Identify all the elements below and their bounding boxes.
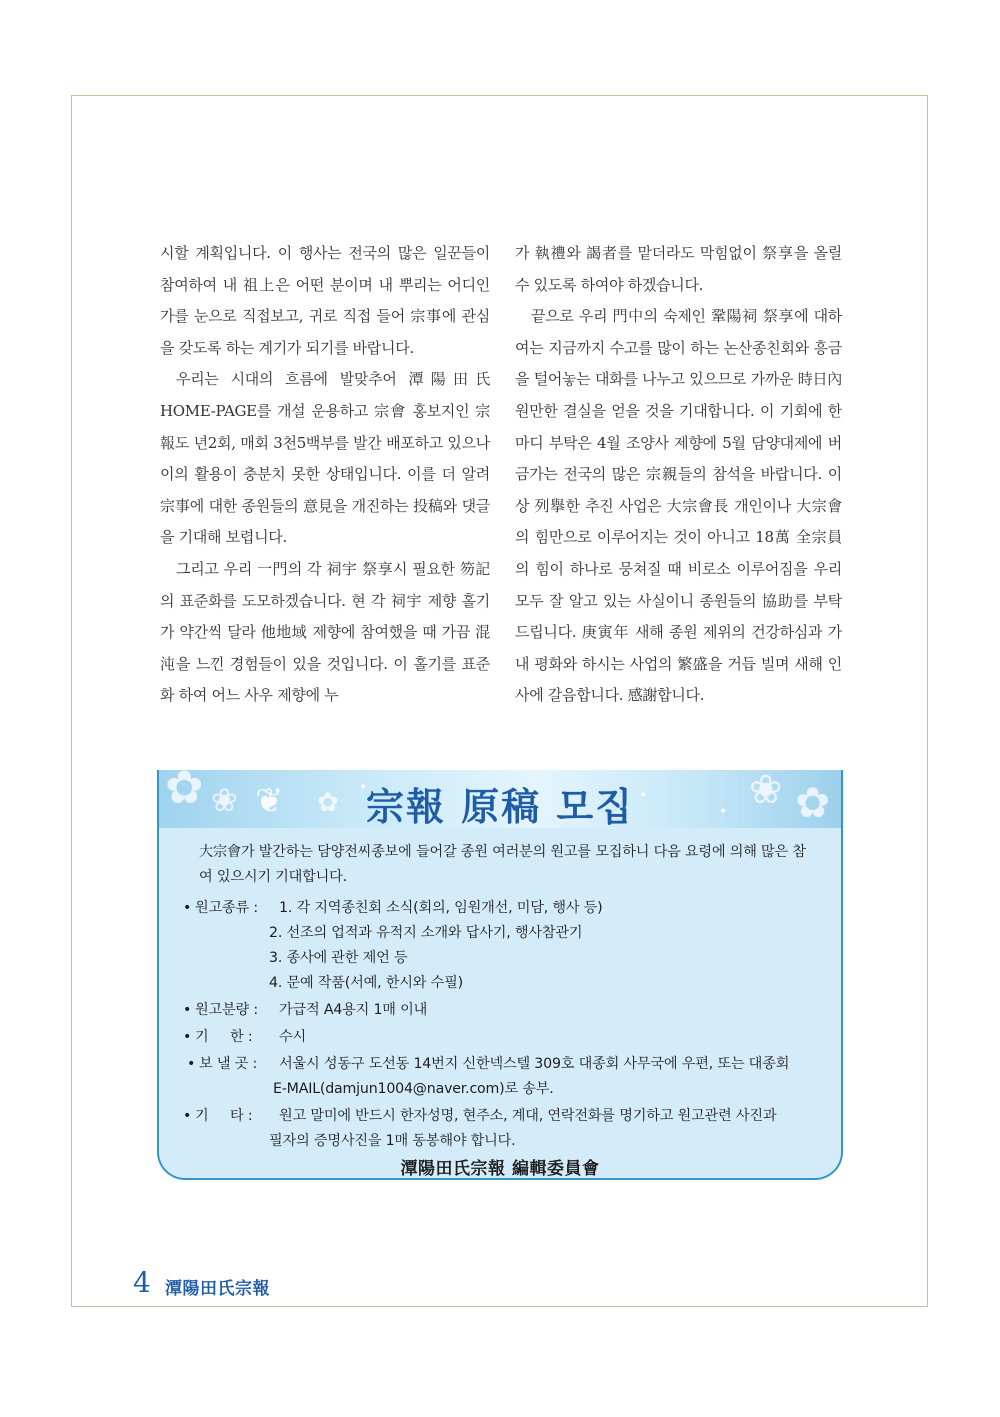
article-paragraph: 그리고 우리 一門의 각 祠宇 祭享시 필요한 笏記의 표준화를 도모하겠습니다. 현 각 祠宇 제향 홀기가 약간씩 달라 他地域 제향에 참여했을 때 가끔 混沌을 느낀 경험들이 있을 것입니다. 이 홀기를 표준화 하여 어느 사우 제향에 누 xyxy=(160,559,490,705)
bullet: • xyxy=(183,1002,192,1018)
page-number: 4 xyxy=(133,1266,151,1299)
butterfly-icon: ❦ xyxy=(255,781,284,821)
send-to-address: 서울시 성동구 도선동 14번지 신한넥스텔 309호 대종회 사무국에 우편, 또는 대종회 xyxy=(279,1056,790,1072)
bullet: • xyxy=(183,900,192,916)
send-to-row xyxy=(187,1052,789,1077)
etc-text: 원고 말미에 반드시 한자성명, 현주소, 계대, 연락전화를 명기하고 원고관련 사진과 xyxy=(279,1108,777,1124)
etc-text: 필자의 증명사진을 1매 동봉해야 합니다. xyxy=(269,1133,516,1149)
manuscript-types-label: 원고종류 : xyxy=(195,900,258,916)
article-paragraph: 우리는 시대의 흐름에 발맞추어 潭陽田氏 HOME-PAGE를 개설 운용하고 宗會 홍보지인 宗報도 년2회, 매회 3천5백부를 발간 배포하고 있으나 이의 활용이 충분치 못한 상태입니다. 이를 더 알려 宗事에 대한 종원들의 意見을 개진하는 投稿와 댓글을 기대해 보렵니다. xyxy=(160,370,490,547)
notice-body xyxy=(159,828,841,1179)
etc-label: 기 타 : xyxy=(195,1108,253,1124)
article-paragraph: 시할 계획입니다. 이 행사는 전국의 많은 일꾼들이 참여하여 내 祖上은 어떤 분이며 내 뿌리는 어디인가를 눈으로 직접보고, 귀로 직접 들어 宗事에 관심을 갖도록 하는 계기가 되기를 바랍니다. xyxy=(160,244,490,357)
notice-intro: 大宗會가 발간하는 담양전씨종보에 들어갈 종원 여러분의 원고를 모집하니 다음 요령에 의해 많은 참여 있으시기 기대합니다. xyxy=(199,844,806,885)
notice-header xyxy=(159,770,841,828)
send-to-email: E-MAIL(damjun1004@naver.com)로 송부. xyxy=(273,1081,554,1097)
manuscript-type-item: 2. 선조의 업적과 유적지 소개와 답사기, 행사참관기 xyxy=(269,925,583,941)
bullet: • xyxy=(183,1108,192,1124)
flower-icon: ✿ xyxy=(795,778,831,827)
publication-name: 潭陽田氏宗報 xyxy=(165,1279,270,1299)
deadline-value: 수시 xyxy=(279,1029,307,1045)
manuscript-type-item: 3. 종사에 관한 제언 등 xyxy=(269,950,408,966)
deadline-row xyxy=(183,1025,306,1050)
manuscript-amount-label: 원고분량 : xyxy=(195,1002,258,1018)
send-to-label: 보 낼 곳 : xyxy=(199,1056,258,1072)
flower-icon: ✿ xyxy=(165,770,204,814)
article-paragraph: 끝으로 우리 門中의 숙제인 鞏陽祠 祭享에 대하여는 지금까지 수고를 많이 하는 논산종친회와 흥금을 털어놓는 대화를 나누고 있으므로 가까운 時日內 원만한 결실을 얻을 것을 기대합니다. 이 기회에 한마디 부탁은 4월 조양사 제향에 5월 담양대제에 버금가는 전국의 많은 宗親들의 참석을 바랍니다. 이상 列擧한 추진 사업은 大宗會長 개인이나 大宗會의 힘만으로 이루어지는 것이 아니고 18萬 全宗員의 힘이 하나로 뭉쳐질 때 비로소 이루어짐을 우리 모두 잘 알고 있는 사실이니 종원들의 協助를 부탁드립니다. 庚寅年 새해 종원 제위의 건강하심과 가내 평화와 하시는 사업의 繁盛을 거듭 빌며 새해 인사에 갈음합니다. 感謝합니다. xyxy=(515,307,842,705)
sparkle-icon: ✦ xyxy=(359,782,368,793)
article-column-left xyxy=(160,238,490,712)
manuscript-type-item: 1. 각 지역종친회 소식(회의, 임원개선, 미담, 행사 등) xyxy=(279,900,603,916)
deadline-label: 기 한 : xyxy=(195,1029,253,1045)
sparkle-icon: ✦ xyxy=(719,806,728,817)
notice-title: 宗報 原稿 모집 xyxy=(366,785,634,829)
article-column-right xyxy=(515,238,842,712)
article-paragraph: 가 執禮와 謁者를 맡더라도 막힘없이 祭享을 올릴 수 있도록 하여야 하겠습니다. xyxy=(515,244,842,294)
flower-icon: ✿ xyxy=(317,788,339,818)
bullet: • xyxy=(187,1056,196,1072)
manuscript-call-notice xyxy=(157,770,843,1180)
flower-icon: ❀ xyxy=(749,770,783,813)
bullet: • xyxy=(183,1029,192,1045)
manuscript-type-item: 4. 문예 작품(서예, 한시와 수필) xyxy=(269,975,463,991)
manuscript-types-row xyxy=(183,896,603,921)
sparkle-icon: ✦ xyxy=(639,790,648,801)
manuscript-amount-value: 가급적 A4용지 1매 이내 xyxy=(279,1002,428,1018)
flower-icon: ❀ xyxy=(211,781,238,819)
etc-row xyxy=(183,1104,776,1129)
editorial-committee-signature: 潭陽田氏宗報 編輯委員會 xyxy=(400,1159,600,1179)
manuscript-amount-row xyxy=(183,998,427,1023)
